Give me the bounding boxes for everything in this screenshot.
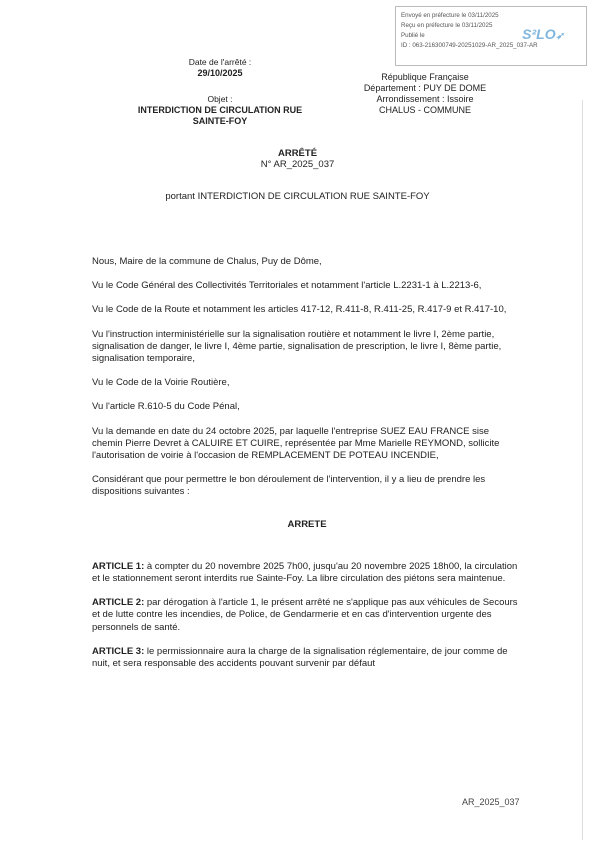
page-edge-divider <box>582 100 583 840</box>
date-label: Date de l'arrêté : <box>188 57 252 67</box>
department-line: Département : PUY DE DOME <box>363 83 487 93</box>
paragraph-preamble: Nous, Maire de la commune de Chalus, Puy de Dôme, <box>92 256 322 267</box>
arrondissement-line: Arrondissement : Issoire <box>376 94 474 104</box>
article-1-text: à compter du 20 novembre 2025 7h00, jusqu'au 20 novembre 2025 18h00, la circulation et le stationnement seront interdits rue Sainte-Foy. La libre circulation des piétons sera maintenue. <box>92 560 518 585</box>
header-left <box>95 57 345 127</box>
article-3-label: ARTICLE 3: <box>92 645 145 657</box>
s2lo-logo <box>522 26 564 42</box>
document-heading: ARRÊTÉ <box>277 148 318 159</box>
stamp-id: ID : 063-216300749-20251029-AR_2025_037-AR <box>401 42 538 49</box>
object-label: Objet : <box>207 94 233 104</box>
paragraph-considerant: Considérant que pour permettre le bon déroulement de l'intervention, il y a lieu de prendre les dispositions suivantes : <box>92 474 486 498</box>
footer-reference: AR_2025_037 <box>462 797 520 807</box>
stamp-sent: Envoyé en préfecture le 03/11/2025 <box>401 12 499 19</box>
s2lo-logo-text: S²LO <box>522 26 556 42</box>
document-body <box>92 256 522 682</box>
paragraph-code-penal: Vu l'article R.610-5 du Code Pénal, <box>92 401 240 413</box>
swoosh-icon: ➶ <box>555 31 564 42</box>
document-subject: portant INTERDICTION DE CIRCULATION RUE SAINTE-FOY <box>165 191 430 202</box>
prefecture-stamp <box>395 6 587 66</box>
object-line-2: SAINTE-FOY <box>192 116 248 126</box>
paragraph-instruction: Vu l'instruction interministérielle sur la signalisation routière et notamment le livre I, 2ème partie, signalisation de danger, le livre I, 4ème partie, signalisation de prescription, le livre I, 8ème partie, signalisation temporaire, <box>92 328 502 365</box>
article-2 <box>92 597 522 634</box>
date-value: 29/10/2025 <box>197 68 243 78</box>
commune-line: CHALUS - COMMUNE <box>378 105 471 115</box>
article-1-label: ARTICLE 1: <box>92 560 145 572</box>
article-3-text: le permissionnaire aura la charge de la signalisation réglementaire, de jour comme de nuit, et sera responsable des accidents pouvant survenir par défaut <box>92 645 508 670</box>
paragraph-voirie: Vu le Code de la Voirie Routière, <box>92 377 230 389</box>
article-2-label: ARTICLE 2: <box>92 597 145 609</box>
paragraph-demande: Vu la demande en date du 24 octobre 2025, par laquelle l'entreprise SUEZ EAU FRANCE sise chemin Pierre Devret à CALUIRE ET CUIRE, représentée par Mme Marielle REYMOND, sollicite l'autorisation de voirie à l'occasion de REMPLACEMENT DE POTEAU INCENDIE, <box>92 425 500 462</box>
article-2-text: par dérogation à l'article 1, le présent arrêté ne s'applique pas aux véhicules de Secours et de lutte contre les incendies, de Police, de Gendarmerie et en cas d'intervention urgente des personnels de santé. <box>92 597 518 633</box>
paragraph-cgct: Vu le Code Général des Collectivités Territoriales et notamment l'article L.2231-1 à L.2213-6, <box>92 280 482 292</box>
title-block <box>0 148 595 170</box>
republic-line: République Française <box>381 72 469 82</box>
header-right <box>355 72 495 116</box>
object-line-1: INTERDICTION DE CIRCULATION RUE <box>137 105 303 115</box>
paragraph-code-route: Vu le Code de la Route et notamment les articles 417-12, R.411-8, R.411-25, R.417-9 et R.417-10, <box>92 304 507 316</box>
stamp-received: Reçu en préfecture le 03/11/2025 <box>401 22 493 29</box>
arrete-heading: ARRETE <box>287 518 327 530</box>
document-number: N° AR_2025_037 <box>260 159 335 170</box>
stamp-published: Publié le <box>401 32 425 39</box>
article-1 <box>92 561 522 585</box>
article-3 <box>92 646 522 670</box>
